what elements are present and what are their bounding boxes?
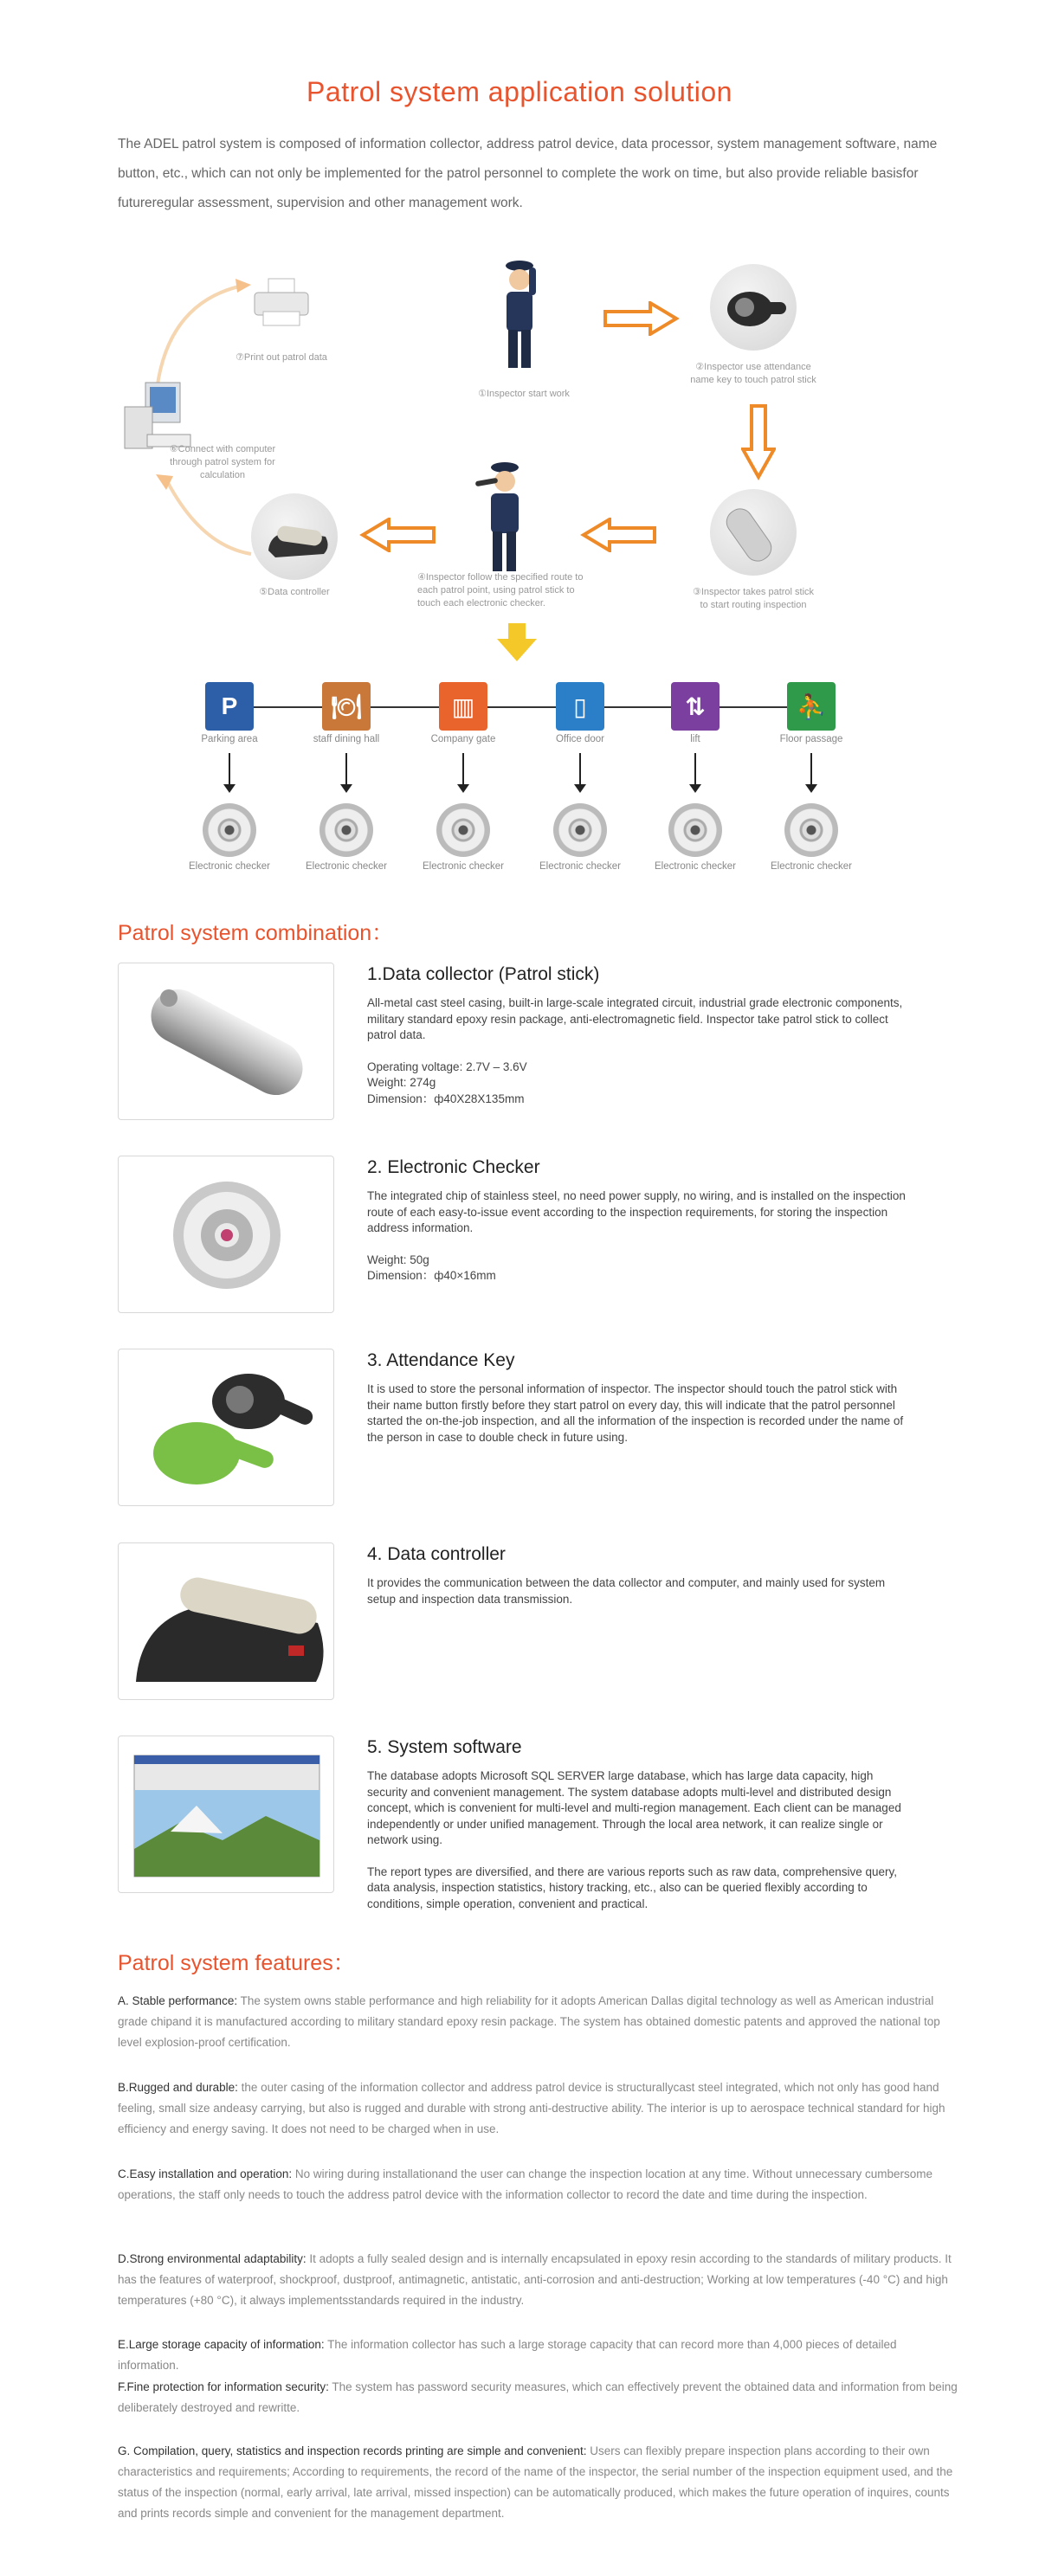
product-paragraph: The integrated chip of stainless steel, no need power supply, no wiring, and is installed on the inspection route of each easy-to-issue event according to the inspection requirements, for storing the inspection address information. bbox=[367, 1189, 906, 1234]
page-title: Patrol system application solution bbox=[307, 76, 732, 107]
station-icon: 🍽 bbox=[322, 682, 371, 731]
feature-heading: C.Easy installation and operation: bbox=[118, 2167, 293, 2180]
intro-paragraph: The ADEL patrol system is composed of information collector, address patrol device, data processor, system management software, name button, etc., which can not only be implemented for the patrol personnel to complete the work on time, but also provide reliable basisfor futureregular assessment, supervision and other management work. bbox=[118, 137, 938, 210]
down-arrow-line bbox=[345, 753, 347, 786]
station-icon: ⇅ bbox=[671, 682, 720, 731]
product-description bbox=[367, 1575, 913, 1623]
checker-label: Electronic checker bbox=[189, 861, 270, 872]
arrow-down-icon bbox=[741, 402, 776, 480]
down-arrow-line bbox=[810, 753, 812, 786]
product-title: 2. Electronic Checker bbox=[367, 1157, 540, 1177]
feature-item bbox=[118, 2377, 958, 2418]
electronic-checker-image bbox=[553, 803, 607, 857]
station-label: Company gate bbox=[430, 734, 496, 744]
feature-item bbox=[118, 2334, 958, 2376]
product-image bbox=[118, 1542, 334, 1700]
feature-heading: E.Large storage capacity of information: bbox=[118, 2338, 325, 2351]
step1-caption: ①Inspector start work bbox=[478, 389, 570, 399]
data-controller-image bbox=[251, 493, 338, 580]
down-arrow-icon bbox=[574, 784, 586, 793]
product-description bbox=[367, 1768, 913, 1928]
station-label: lift bbox=[690, 734, 700, 744]
feature-text: The information collector has such a large storage capacity that can record more than 4,000 pieces of detailed information. bbox=[118, 2338, 897, 2372]
feature-item bbox=[118, 2249, 958, 2311]
station-icon: P bbox=[205, 682, 254, 731]
station-icon: ⛹ bbox=[787, 682, 836, 731]
printer-image bbox=[251, 277, 312, 329]
checker-label: Electronic checker bbox=[655, 861, 736, 872]
step2-caption: ②Inspector use attendance name key to touch patrol stick bbox=[690, 362, 816, 385]
down-arrow-icon bbox=[689, 784, 701, 793]
inspector-figure-top bbox=[489, 255, 550, 377]
down-arrow-line bbox=[694, 753, 696, 786]
feature-item bbox=[118, 1991, 958, 2053]
arrow-left-icon bbox=[580, 518, 658, 552]
down-arrow-icon bbox=[805, 784, 817, 793]
product-description bbox=[367, 1188, 913, 1300]
step6-caption: ⑥Connect with computer through patrol system for calculation bbox=[169, 444, 276, 480]
product-paragraph: The database adopts Microsoft SQL SERVER large database, which has large data capacity, high security and convenient management. The system database adopts multi-level and distributed design concept, which is convenient for multi-level and multi-region management. Each client can be managed independently or under unified management. Through the local area network, it can realize single or network using. bbox=[367, 1769, 901, 1846]
checker-label: Electronic checker bbox=[771, 861, 852, 872]
step3-caption: ③Inspector takes patrol stick to start routing inspection bbox=[692, 587, 815, 610]
feature-text: Users can flexibly prepare inspection plans according to their own characteristics and requirements; According to requirements, the record of the name of the inspector, the serial number of the inspection equipment used, and the status of the inspection (normal, early arrival, late arrival, missed inspection) can be automatically produced, which makes the future operation of inquires, counts and prints records simple and convenient for the management department. bbox=[118, 2444, 953, 2520]
station-label: Floor passage bbox=[779, 734, 843, 744]
product-description bbox=[367, 1381, 913, 1461]
inspector-figure-middle bbox=[472, 459, 541, 580]
station-label: staff dining hall bbox=[313, 734, 380, 744]
product-title: 1.Data collector (Patrol stick) bbox=[367, 964, 600, 984]
step7-caption: ⑦Print out patrol data bbox=[236, 352, 327, 363]
feature-heading: F.Fine protection for information security: bbox=[118, 2380, 329, 2393]
electronic-checker-image bbox=[436, 803, 490, 857]
combination-heading: Patrol system combination： bbox=[118, 921, 394, 945]
down-arrow-line bbox=[462, 753, 464, 786]
feature-item bbox=[118, 2164, 958, 2206]
feature-heading: G. Compilation, query, statistics and inspection records printing are simple and convenient: bbox=[118, 2444, 587, 2457]
yellow-arrow-down-icon bbox=[495, 623, 539, 663]
feature-heading: B.Rugged and durable: bbox=[118, 2081, 238, 2094]
product-title: 5. System software bbox=[367, 1737, 522, 1757]
feature-text: the outer casing of the information collector and address patrol device is structurallycast steel integrated, which not only has good hand feeling, small size andeasy carrying, but also is rugged and durable with strong anti-destructive ability. The interior is up to aerospace technical standard for high efficiency and energy saving. It does not need to be charged when in use. bbox=[118, 2081, 945, 2135]
feature-text: The system owns stable performance and high reliability for it adopts American Dallas digital technology as well as American industrial grade chipand it is manufactured according to military standard epoxy resin package. The system has obtained domestic patents and approved the national top level explosion-proof certification. bbox=[118, 1994, 940, 2049]
product-image bbox=[118, 1156, 334, 1313]
down-arrow-line bbox=[229, 753, 230, 786]
electronic-checker-image bbox=[668, 803, 722, 857]
patrol-stick-image bbox=[710, 489, 797, 576]
feature-heading: D.Strong environmental adaptability: bbox=[118, 2252, 307, 2265]
checker-label: Electronic checker bbox=[539, 861, 621, 872]
product-title: 4. Data controller bbox=[367, 1544, 506, 1564]
product-paragraph: Weight: 50g Dimension：ф40×16mm bbox=[367, 1253, 496, 1282]
electronic-checker-image bbox=[319, 803, 373, 857]
station-icon: ▯ bbox=[556, 682, 604, 731]
down-arrow-line bbox=[579, 753, 581, 786]
product-paragraph: The report types are diversified, and there are various reports such as raw data, comprehensive query, data analysis, inspection statistics, history tracking, etc., also can be queried flexibly according to conditions, simple operation, convenient and practical. bbox=[367, 1864, 898, 1910]
down-arrow-icon bbox=[457, 784, 469, 793]
product-paragraph: It provides the communication between the data collector and computer, and mainly used for system setup and inspection data transmission. bbox=[367, 1576, 886, 1606]
step5-caption: ⑤Data controller bbox=[259, 587, 330, 597]
product-paragraph: All-metal cast steel casing, built-in large-scale integrated circuit, industrial grade electronic components, military standard epoxy resin package, anti-electromagnetic field. Inspector take patrol stick to collect patrol data. bbox=[367, 996, 903, 1041]
features-heading: Patrol system features： bbox=[118, 1951, 355, 1975]
feature-text: It adopts a fully sealed design and is internally encapsulated in epoxy resin according to the standards of military products. It has the features of waterproof, shockproof, dustproof, antimagnetic, antistatic, anti-corrosion and anti-destruction; Working at low temperatures (-40 °C) and high temperatures (+80 °C), it always implementsstandards required in the industry. bbox=[118, 2252, 952, 2307]
product-description bbox=[367, 995, 913, 1123]
step4-caption: ④Inspector follow the specified route to each patrol point, using patrol stick to touch each electronic checker. bbox=[417, 572, 584, 609]
checker-label: Electronic checker bbox=[423, 861, 504, 872]
flow-diagram bbox=[0, 242, 1039, 883]
feature-item bbox=[118, 2077, 958, 2140]
product-paragraph: It is used to store the personal information of inspector. The inspector should touch the patrol stick with their name button firstly before they start patrol on every day, this will indicate that the patrol personnel started the on-the-job inspection, and all the information of the inspection is recorded under the name of the person in case to double check in future using. bbox=[367, 1382, 904, 1444]
checker-label: Electronic checker bbox=[306, 861, 387, 872]
arrow-right-icon bbox=[602, 301, 680, 336]
product-title: 3. Attendance Key bbox=[367, 1350, 515, 1370]
attendance-key-image bbox=[710, 264, 797, 351]
station-icon: ▥ bbox=[439, 682, 487, 731]
feature-item bbox=[118, 2441, 958, 2524]
electronic-checker-image bbox=[203, 803, 256, 857]
product-image bbox=[118, 1349, 334, 1506]
station-label: Parking area bbox=[201, 734, 258, 744]
product-image bbox=[118, 963, 334, 1120]
feature-text: The system has password security measures, which can effectively prevent the obtained data and information from being deliberately destroyed and rewritte. bbox=[118, 2380, 958, 2414]
product-paragraph: Operating voltage: 2.7V – 3.6V Weight: 274g Dimension：ф40X28X135mm bbox=[367, 1059, 527, 1105]
station-connector-line bbox=[229, 706, 811, 708]
feature-text: No wiring during installationand the user can change the inspection location at any time. Without unnecessary cumbersome operations, the staff only needs to touch the address patrol device with the information collector to record the date and time during the inspection. bbox=[118, 2167, 933, 2201]
down-arrow-icon bbox=[223, 784, 236, 793]
arrow-left-icon bbox=[359, 518, 437, 552]
feature-heading: A. Stable performance: bbox=[118, 1994, 238, 2007]
electronic-checker-image bbox=[784, 803, 838, 857]
product-image bbox=[118, 1736, 334, 1893]
down-arrow-icon bbox=[340, 784, 352, 793]
station-label: Office door bbox=[555, 734, 605, 744]
